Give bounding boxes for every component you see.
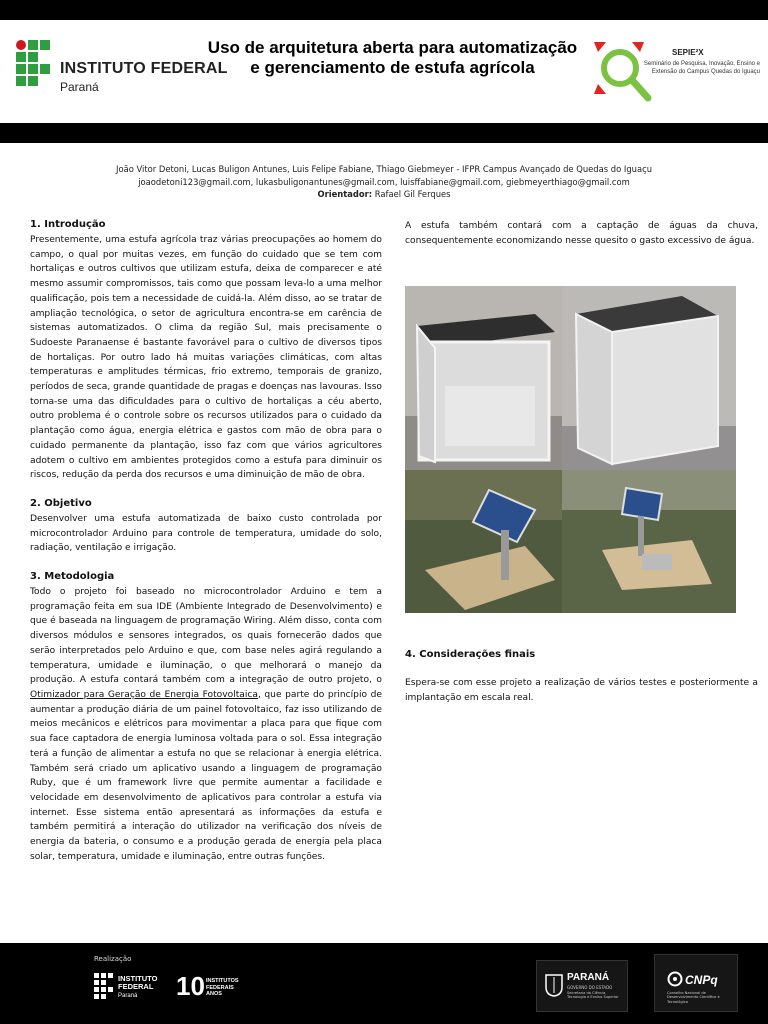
footer-10-anos-logo <box>176 973 250 1003</box>
methodology-text <box>30 585 382 864</box>
methodology-text-part2: , que parte do princípio de aumentar a produção diária de um painel fotovoltaico, faz isso utilizando de meios mecânicos e elétricos para movimentar a placa para que fique com sua face captadora de energia luminosa voltada para o sol. Essa integração terá a função de alimentar a estufa no que se relacionar à energia elétrica. Também será criado um aplicativo usando a linguagem de programação Ruby, que é um framework livre que permite aumentar a facilidade e velocidade em desenvolvimento de aplicativos para controlar a estufa via internet. Esse sistema então apresentará as informações da estufa e também permitirá a interação do utilizador na verificação dos níveis de energia da bateria, o consumo e a produção gerada de energia pela placa solar, temperatura, umidade e iluminação, entre outras funções. <box>30 689 382 862</box>
footer-cnpq-logo <box>654 954 738 1012</box>
greenhouse-photo-front <box>405 286 562 470</box>
footer-parana-logo <box>536 960 628 1012</box>
sepiex-name: SEPIE²X <box>672 48 704 57</box>
footer-if-campus: Paraná <box>118 993 138 999</box>
methodology-heading: 3. Metodologia <box>30 571 115 583</box>
advisor-line <box>0 188 768 201</box>
author-emails: joaodetoni123@gmail.com, lukasbuligonantunes@gmail.com, luisffabiane@gmail.com, giebmeyerthiago@gmail.com <box>138 176 630 187</box>
author-names: João Vitor Detoni, Lucas Buligon Antunes, Luis Felipe Fabiane, Thiago Giebmeyer - IFPR Campus Avançado de Quedas do Iguaçu <box>115 164 653 174</box>
footer-anos-text: INSTITUTOS FEDERAIS ANOS <box>206 978 239 997</box>
methodology-text-part1: Todo o projeto foi baseado no microcontrolador Arduino e tem a programação feita em sua IDE (Ambiente Integrado de Desenvolvimento) e que é baseada na linguagem de programação Wiring. Além disso, conta com diversos módulos e sensores integrados, os quais fornecerão dados que serão interpretados pelo Arduino e que, com base neles agirá regulando a temperatura, umidade e iluminação, o que melhorará o manejo da produção. A estufa contará também com a integração de outro projeto, o <box>30 587 382 686</box>
left-column <box>30 217 382 877</box>
sepiex-description: Seminário de Pesquisa, Inovação, Ensino e Extensão do Campus Quedas do Iguaçu <box>643 61 760 75</box>
poster-title: Uso de arquitetura aberta para automatização e gerenciamento de estufa agrícola <box>207 38 578 77</box>
solar-panel-photo-1 <box>405 470 562 613</box>
footer-cnpq-description: Conselho Nacional de Desenvolvimento Científico e Tecnológico <box>667 991 720 1004</box>
footer-label: Realização <box>94 955 132 963</box>
rainwater-text: A estufa também contará com a captação de águas da chuva, consequentemente economizando nesse quesito o gasto excessivo de água. <box>405 221 758 246</box>
poster-header <box>0 20 768 123</box>
greenhouse-photo-angle <box>562 286 736 470</box>
methodology-project-link: Otimizador para Geração de Energia Fotovoltaica <box>30 689 258 700</box>
footer-parana-name: PARANÁ <box>567 972 610 983</box>
top-black-bar <box>0 0 768 20</box>
footer-parana-secretaria: Secretaria da Ciência, Tecnologia e Ensino Superior <box>567 991 619 1000</box>
instituto-federal-logo <box>16 40 228 100</box>
poster-footer <box>0 943 768 1024</box>
footer-if-name: INSTITUTO FEDERAL <box>118 974 158 991</box>
footer-parana-gov: GOVERNO DO ESTADO <box>567 985 613 990</box>
if-logo-name: INSTITUTO FEDERAL <box>60 60 228 77</box>
footer-cnpq-name: CNPq <box>685 973 718 987</box>
header-black-bar <box>0 123 768 143</box>
conclusion-heading: 4. Considerações finais <box>405 649 536 660</box>
intro-text: Presentemente, uma estufa agrícola traz várias preocupações ao homem do campo, o qual por muitas vezes, em função do cuidado que se tem com hortaliças e outros cultivos que utilizam estufa, deixa de comparecer e até mesmo assumir compromissos, tais como que possam leva-lo a uma melhor qualificação, pois tem a necessidade de cuidá-la. Além disso, ao se tratar de ampliação tecnológica, o setor de agricultura encontra-se em carência de sistemas automatizados. O clima da região Sul, mais precisamente o Sudoeste Paranaense é bastante favorável para o cultivo de diversos tipos de hortaliças. Por outro lado há muitas variações climáticas, com altas temperaturas e amplitudes térmicas, frio extremo, temporais de granizo, períodos de seca, grande quantidade de pragas e doenças nas lavouras. Isso torna-se uma das dificuldades para o cultivo de hortaliças a céu aberto, outro problema é o controle sobre os recursos utilizados para o cuidado da plantação como água, energia elétrica e gastos com mão de obra para o cuidado permanente da plantação, isso faz com que vários agricultores adotem o cultivo em ambientes protegidos como a estufa para diminuir os riscos, redução da perda dos recursos e uma diminuição de mão de obra. <box>30 235 382 481</box>
footer-if-logo <box>94 973 164 1003</box>
intro-heading: 1. Introdução <box>30 219 106 230</box>
solar-panel-photo-2 <box>562 470 736 613</box>
conclusion-block <box>405 647 758 705</box>
conclusion-text: Espera-se com esse projeto a realização de vários testes e posteriormente a implantação em escala real. <box>405 678 758 703</box>
objective-heading: 2. Objetivo <box>30 497 92 509</box>
if-logo-campus: Paraná <box>60 80 99 94</box>
greenhouse-photo-grid <box>405 286 736 613</box>
authors-block <box>0 163 768 201</box>
if-logo-mark-icon <box>16 40 54 96</box>
advisor-name: Rafael Gil Ferques <box>374 189 451 199</box>
advisor-label: Orientador: <box>317 189 373 199</box>
footer-anos-number: 10 <box>176 971 205 1001</box>
right-column-text <box>405 219 758 248</box>
cnpq-mark-icon <box>666 971 684 987</box>
sepiex-logo <box>592 38 762 104</box>
objective-text: Desenvolver uma estufa automatizada de baixo custo controlada por microcontrolador Arduino para controle de temperatura, umidade do solo, radiação, ventilação e irrigação. <box>30 513 382 554</box>
parana-shield-icon <box>545 973 563 997</box>
